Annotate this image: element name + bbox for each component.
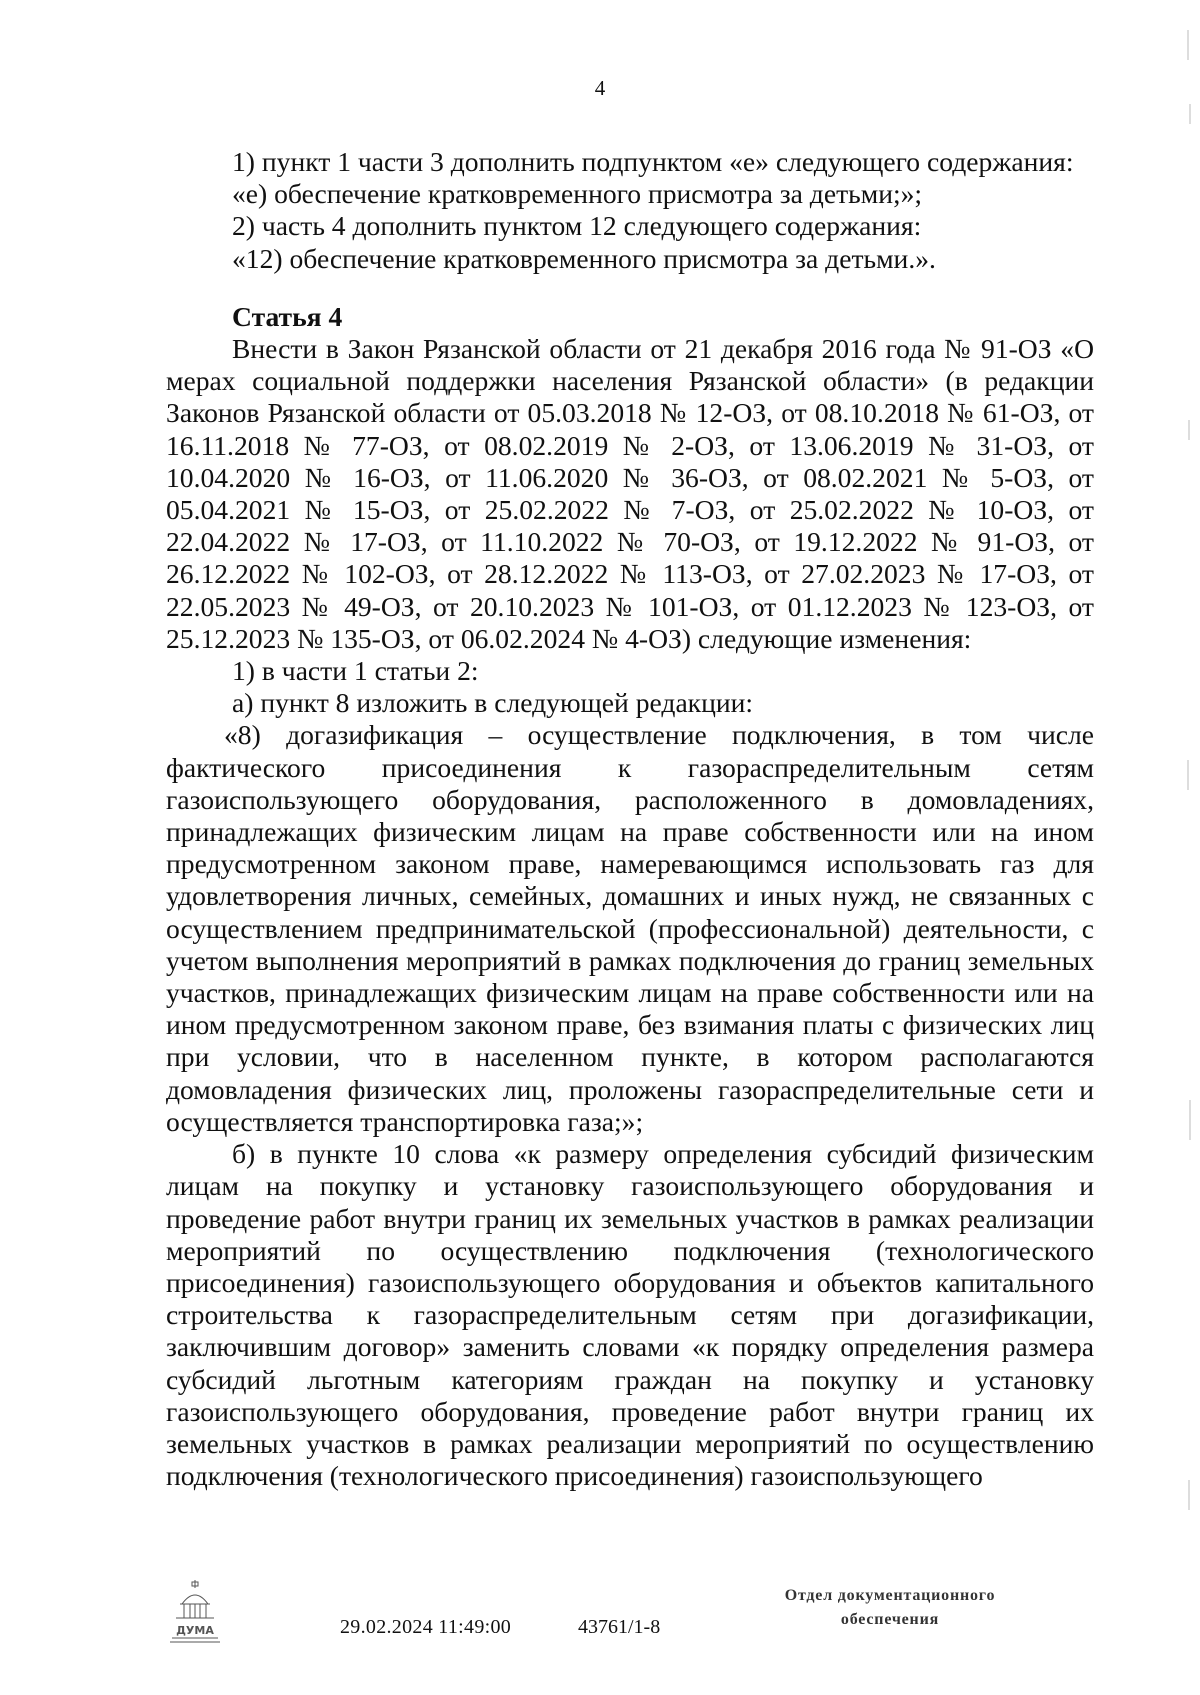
paragraph-gasification-definition: «8) догазификация – осуществление подключения, в том числе фактического присоединения к газораспределительным сетям газоиспользующего оборудования, расположенного в домовладениях, принадлежащих физическим лицам на праве собственности или на ином предусмотренном законом праве, намеревающимся использовать газ для удовлетворения личных, семейных, домашних и иных нужд, не связанных с осуществлением предпринимательской (профессиональной) деятельности, с учетом выполнения мероприятий в рамках подключения до границ земельных участков, принадлежащих физическим лицам на праве собственности или на ином предусмотренном законом праве, без взимания платы с физических лиц при условии, что в населенном пункте, в котором располагаются домовладения физических лиц, проложены газораспределительные сети и осуществляется транспортировка газа;»; bbox=[166, 719, 1094, 1137]
paragraph-point-12: «12) обеспечение кратковременного присмотра за детьми.». bbox=[232, 242, 936, 274]
paragraph-law-intro: Внести в Закон Рязанской области от 21 декабря 2016 года № 91-ОЗ «О мерах социальной поддержки населения Рязанской области» (в редакции Законов Рязанской области от 05.03.2018 № 12-ОЗ, от 08.10.2018 № 61-ОЗ, от 16.11.2018 № 77-ОЗ, от 08.02.2019 № 2-ОЗ, от 13.06.2019 № 31-ОЗ, от 10.04.2020 № 16-ОЗ, от 11.06.2020 № 36-ОЗ, от 08.02.2021 № 5-ОЗ, от 05.04.2021 № 15-ОЗ, от 25.02.2022 № 7-ОЗ, от 25.02.2022 № 10-ОЗ, от 22.04.2022 № 17-ОЗ, от 11.10.2022 № 70-ОЗ, от 19.12.2022 № 91-ОЗ, от 26.12.2022 № 102-ОЗ, от 28.12.2022 № 113-ОЗ, от 27.02.2023 № 17-ОЗ, от 22.05.2023 № 49-ОЗ, от 20.10.2023 № 101-ОЗ, от 01.12.2023 № 123-ОЗ, от 25.12.2023 № 135-ОЗ, от 06.02.2024 № 4-ОЗ) следующие изменения: bbox=[166, 333, 1094, 654]
article-title: Статья 4 bbox=[232, 300, 343, 332]
paragraph-amend-2: 2) часть 4 дополнить пунктом 12 следующего содержания: bbox=[232, 210, 922, 242]
page-number: 4 bbox=[594, 76, 606, 100]
document-body bbox=[166, 146, 1094, 1492]
department-stamp: Отдел документационного обеспечения bbox=[784, 1587, 996, 1628]
paragraph-amend-1: 1) пункт 1 части 3 дополнить подпунктом «е» следующего содержания: bbox=[232, 146, 1074, 177]
duma-seal-icon bbox=[168, 1578, 222, 1644]
paragraph-part-1: 1) в части 1 статьи 2: bbox=[232, 655, 479, 687]
seal-label: ДУМА bbox=[176, 1624, 214, 1637]
registration-number: 43761/1-8 bbox=[578, 1616, 661, 1638]
paragraph-point-10: б) в пункте 10 слова «к размеру определения субсидий физическим лицам на покупку и установку газоиспользующего оборудования и проведение работ внутри границ их земельных участков в рамках реализации мероприятий по осуществлению подключения (технологического присоединения) газоиспользующего оборудования и объектов капитального строительства к газораспределительным сетям при догазификации, заключившим договор» заменить словами «к порядку определения размера субсидий льготным категориям граждан на покупку и установку газоиспользующего оборудования, проведение работ внутри границ их земельных участков в рамках реализации мероприятий по осуществлению подключения (технологического присоединения) газоиспользующего bbox=[166, 1138, 1094, 1492]
scan-edge-marks bbox=[1182, 0, 1200, 1695]
registration-datetime: 29.02.2024 11:49:00 bbox=[340, 1616, 512, 1638]
paragraph-subpoint-e: «е) обеспечение кратковременного присмотра за детьми;»; bbox=[232, 178, 923, 210]
paragraph-point-8: а) пункт 8 изложить в следующей редакции: bbox=[232, 687, 754, 719]
